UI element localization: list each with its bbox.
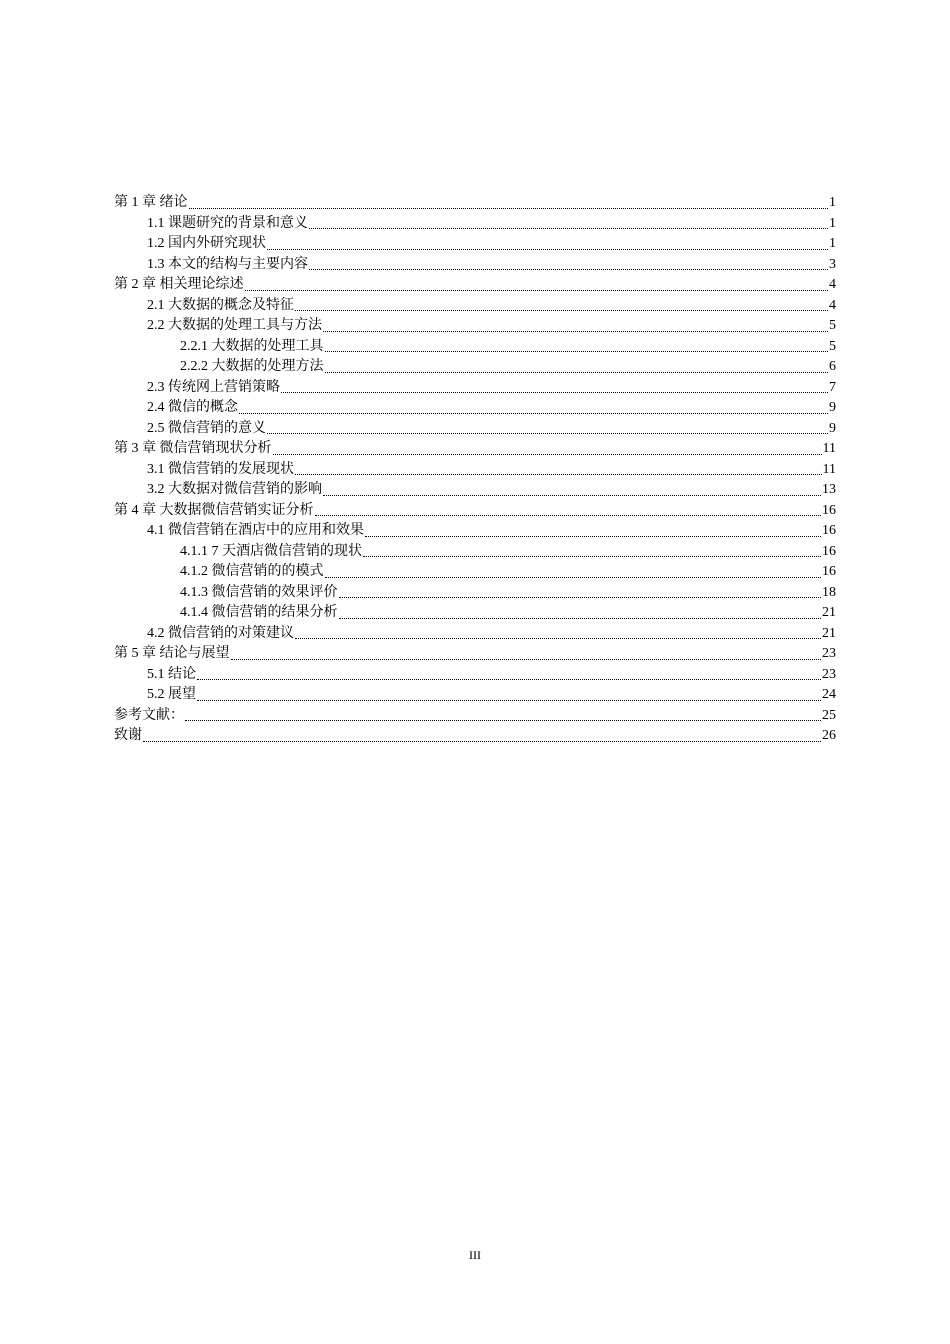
toc-entry-page: 16 — [822, 523, 836, 538]
toc-entry-page: 16 — [822, 543, 836, 559]
toc-dot-leader — [295, 309, 828, 311]
toc-entry-page: 23 — [822, 666, 836, 682]
toc-entry-title: 5.1 结论 — [147, 666, 196, 682]
toc-entry-page: 5 — [829, 318, 836, 333]
toc-entry-title: 1.2 国内外研究现状 — [147, 236, 266, 251]
toc-entry-page: 24 — [822, 687, 836, 702]
page-number: III — [469, 1248, 481, 1262]
toc-dot-leader — [185, 719, 821, 721]
toc-entry-page: 16 — [822, 564, 836, 579]
toc-entry[interactable] — [114, 193, 836, 214]
toc-entry[interactable] — [114, 480, 836, 501]
toc-dot-leader — [239, 412, 828, 414]
toc-entry[interactable] — [114, 726, 836, 747]
toc-entry-title: 3.2 大数据对微信营销的影响 — [147, 482, 322, 497]
toc-entry-title: 参考文献： — [114, 707, 184, 723]
toc-entry[interactable] — [114, 419, 836, 440]
toc-entry-title: 致谢 — [114, 728, 142, 743]
toc-entry[interactable] — [114, 583, 836, 604]
toc-entry-title: 2.4 微信的概念 — [147, 400, 238, 415]
toc-dot-leader — [325, 576, 822, 578]
toc-entry[interactable] — [114, 460, 836, 481]
toc-dot-leader — [309, 227, 828, 229]
toc-dot-leader — [323, 330, 828, 332]
toc-entry[interactable] — [114, 337, 836, 358]
toc-entry-title: 4.2 微信营销的对策建议 — [147, 625, 294, 641]
toc-entry[interactable] — [114, 501, 836, 522]
toc-entry-page: 5 — [829, 338, 836, 354]
toc-entry-page: 6 — [829, 359, 836, 374]
toc-dot-leader — [295, 473, 822, 475]
toc-entry[interactable] — [114, 521, 836, 542]
toc-entry-page: 25 — [822, 707, 836, 723]
toc-dot-leader — [281, 391, 828, 393]
toc-dot-leader — [363, 555, 821, 557]
toc-entry-title: 2.3 传统网上营销策略 — [147, 379, 280, 395]
toc-dot-leader — [245, 289, 829, 291]
toc-entry-title: 2.2.2 大数据的处理方法 — [180, 359, 324, 374]
toc-entry-page: 26 — [822, 728, 836, 743]
toc-entry-page: 21 — [822, 625, 836, 641]
toc-dot-leader — [273, 453, 822, 455]
toc-entry-title: 2.5 微信营销的意义 — [147, 420, 266, 436]
toc-dot-leader — [267, 248, 828, 250]
toc-entry[interactable] — [114, 644, 836, 665]
toc-dot-leader — [325, 350, 829, 352]
table-of-contents — [114, 193, 836, 747]
toc-dot-leader — [365, 535, 821, 537]
toc-entry-title: 4.1.1 7 天酒店微信营销的现状 — [180, 543, 362, 559]
toc-dot-leader — [231, 658, 822, 660]
toc-entry-page: 13 — [822, 482, 836, 497]
toc-entry[interactable] — [114, 665, 836, 686]
toc-entry-title: 第 3 章 微信营销现状分析 — [114, 441, 272, 456]
toc-entry-page: 9 — [829, 400, 836, 415]
toc-dot-leader — [315, 514, 822, 516]
toc-entry[interactable] — [114, 398, 836, 419]
toc-entry[interactable] — [114, 316, 836, 337]
toc-dot-leader — [267, 432, 828, 434]
toc-entry-title: 1.3 本文的结构与主要内容 — [147, 256, 308, 272]
toc-entry[interactable] — [114, 214, 836, 235]
toc-entry-page: 23 — [822, 646, 836, 661]
toc-entry-page: 1 — [829, 195, 836, 210]
toc-entry-title: 4.1.3 微信营销的效果评价 — [180, 584, 338, 600]
toc-entry-page: 11 — [822, 461, 836, 477]
toc-entry[interactable] — [114, 542, 836, 563]
toc-entry[interactable] — [114, 378, 836, 399]
toc-entry-title: 2.2.1 大数据的处理工具 — [180, 338, 324, 354]
toc-entry[interactable] — [114, 255, 836, 276]
toc-entry-title: 4.1 微信营销在酒店中的应用和效果 — [147, 523, 364, 538]
toc-dot-leader — [309, 268, 828, 270]
toc-dot-leader — [197, 699, 821, 701]
toc-entry-title: 第 2 章 相关理论综述 — [114, 277, 244, 292]
toc-entry-page: 1 — [829, 236, 836, 251]
toc-entry-page: 11 — [822, 441, 836, 456]
toc-dot-leader — [339, 596, 822, 598]
toc-entry[interactable] — [114, 706, 836, 727]
toc-entry-page: 4 — [829, 297, 836, 313]
toc-dot-leader — [323, 494, 821, 496]
toc-entry[interactable] — [114, 439, 836, 460]
toc-entry[interactable] — [114, 234, 836, 255]
toc-entry-title: 2.2 大数据的处理工具与方法 — [147, 318, 322, 333]
toc-dot-leader — [197, 678, 821, 680]
toc-entry-page: 21 — [822, 605, 836, 620]
toc-entry-page: 4 — [829, 277, 836, 292]
toc-entry-page: 18 — [822, 584, 836, 600]
toc-entry[interactable] — [114, 275, 836, 296]
toc-entry-title: 第 5 章 结论与展望 — [114, 646, 230, 661]
toc-entry-title: 3.1 微信营销的发展现状 — [147, 461, 294, 477]
toc-entry[interactable] — [114, 624, 836, 645]
toc-dot-leader — [189, 207, 829, 209]
toc-entry[interactable] — [114, 603, 836, 624]
toc-dot-leader — [339, 617, 822, 619]
toc-dot-leader — [325, 371, 829, 373]
toc-entry-title: 第 4 章 大数据微信营销实证分析 — [114, 502, 314, 518]
toc-entry-title: 4.1.4 微信营销的结果分析 — [180, 605, 338, 620]
toc-entry[interactable] — [114, 357, 836, 378]
toc-entry-title: 1.1 课题研究的背景和意义 — [147, 215, 308, 231]
toc-entry[interactable] — [114, 685, 836, 706]
toc-entry-title: 5.2 展望 — [147, 687, 196, 702]
toc-entry-page: 3 — [829, 256, 836, 272]
toc-entry-page: 1 — [829, 215, 836, 231]
toc-entry-title: 第 1 章 绪论 — [114, 195, 188, 210]
toc-entry[interactable] — [114, 562, 836, 583]
toc-entry-page: 9 — [829, 420, 836, 436]
toc-entry[interactable] — [114, 296, 836, 317]
toc-entry-page: 16 — [822, 502, 836, 518]
toc-dot-leader — [295, 637, 821, 639]
toc-dot-leader — [143, 740, 821, 742]
toc-entry-title: 2.1 大数据的概念及特征 — [147, 297, 294, 313]
toc-entry-title: 4.1.2 微信营销的的模式 — [180, 564, 324, 579]
toc-entry-page: 7 — [829, 379, 836, 395]
